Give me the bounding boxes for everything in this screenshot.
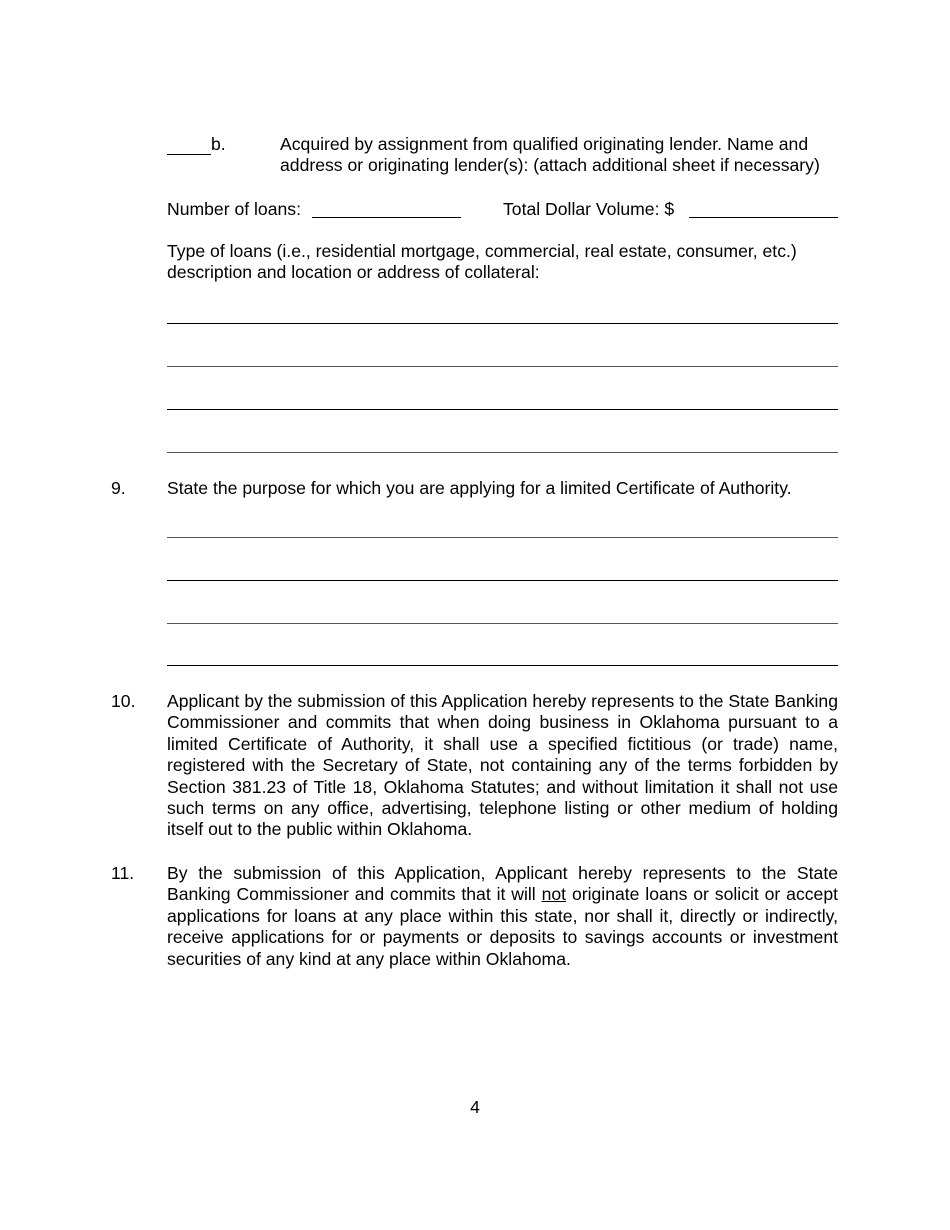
- item-9-text: State the purpose for which you are applying for a limited Certificate of Authority.: [167, 478, 792, 498]
- purpose-answer-line-1[interactable]: [167, 537, 838, 538]
- number-of-loans-label: Number of loans:: [167, 199, 301, 219]
- page-number: 4: [470, 1097, 480, 1117]
- item-11-text-before: By the submission of this Application, Applicant hereby represents to the State Banking Commissioner and commits that it will: [167, 863, 838, 905]
- purpose-answer-line-3[interactable]: [167, 623, 838, 624]
- type-of-loans-answer-line-2[interactable]: [167, 366, 838, 367]
- item-b-text: [280, 134, 850, 177]
- item-b-line-1: Acquired by assignment from qualified originating lender. Name and: [280, 134, 809, 154]
- type-of-loans-line-2: description and location or address of collateral:: [167, 262, 540, 283]
- type-of-loans-answer-line-4[interactable]: [167, 452, 838, 453]
- item-b-blank[interactable]: [167, 136, 211, 155]
- item-11-text: [167, 863, 838, 970]
- item-10-number: 10.: [111, 691, 136, 711]
- item-b-marker: b.: [211, 134, 226, 154]
- type-of-loans-line-1: Type of loans (i.e., residential mortgage, commercial, real estate, consumer, etc.): [167, 241, 797, 261]
- purpose-answer-line-2[interactable]: [167, 580, 838, 581]
- item-11-text-underlined: not: [541, 884, 567, 905]
- type-of-loans-prompt: [167, 241, 857, 284]
- item-11-number: 11.: [111, 863, 135, 883]
- item-11-text-after: originate loans or solicit or accept applications for loans at any place within this state, nor shall it, directly or indirectly, receive applications for or payments or deposits to savings accounts or investment securities of any kind at any place within Oklahoma.: [167, 884, 839, 969]
- total-dollar-volume-label: Total Dollar Volume: $: [503, 199, 675, 219]
- type-of-loans-answer-line-3[interactable]: [167, 409, 838, 410]
- item-10-text: Applicant by the submission of this Application hereby represents to the State Banking Commissioner and commits that when doing business in Oklahoma pursuant to a limited Certificate of Authority, it shall use a specified fictitious (or trade) name, registered with the Secretary of State, not containing any of the terms forbidden by Section 381.23 of Title 18, Oklahoma Statutes; and without limitation it shall not use such terms on any office, advertising, telephone listing or other medium of holding itself out to the public within Oklahoma.: [167, 691, 838, 840]
- purpose-answer-line-4[interactable]: [167, 665, 838, 666]
- total-dollar-volume-field[interactable]: [689, 199, 838, 218]
- item-b-line-2: address or originating lender(s): (attach additional sheet if necessary): [280, 155, 820, 176]
- item-9-number: 9.: [111, 478, 126, 498]
- number-of-loans-field[interactable]: [312, 199, 461, 218]
- type-of-loans-answer-line-1[interactable]: [167, 323, 838, 324]
